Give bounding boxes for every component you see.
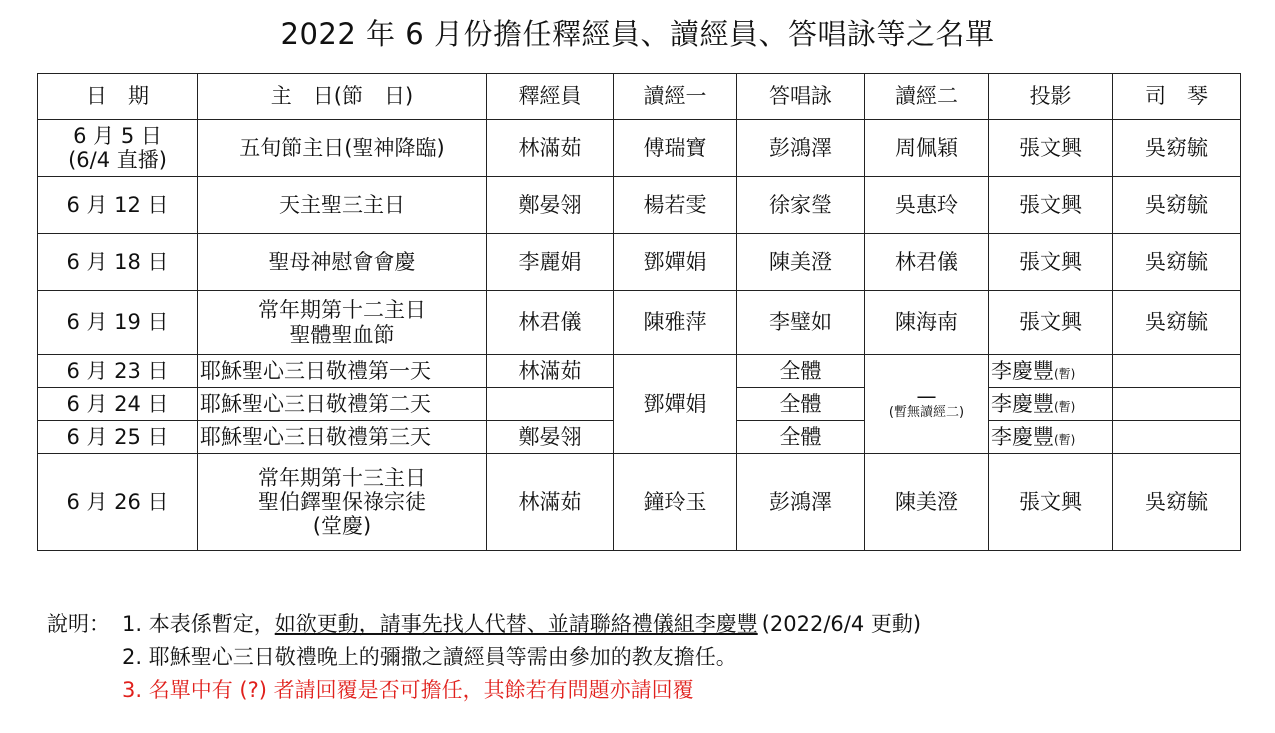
- tentative-tag: (暫): [1054, 366, 1076, 381]
- reader1-cell: 傅瑞寶: [614, 120, 737, 177]
- psalm-cell: 彭鴻澤: [737, 120, 865, 177]
- header-organist: 司 琴: [1113, 74, 1241, 120]
- commentator-cell: 林滿茹: [487, 120, 614, 177]
- header-projection: 投影: [989, 74, 1113, 120]
- projection-cell: 張文興: [989, 454, 1113, 551]
- feast-cell: 五旬節主日(聖神降臨): [198, 120, 487, 177]
- header-date: 日 期: [38, 74, 198, 120]
- note-3: 3. 名單中有 (?) 者請回覆是否可擔任，其餘若有問題亦請回覆: [122, 678, 694, 702]
- projection-cell: 張文興: [989, 120, 1113, 177]
- organist-cell: 吳窈毓: [1113, 120, 1241, 177]
- feast-line: 聖伯鐸聖保祿宗徒: [258, 489, 426, 514]
- reader2-cell: 陳海南: [865, 291, 989, 355]
- organist-cell: 吳窈毓: [1113, 291, 1241, 355]
- table-row: [38, 454, 1241, 551]
- dash-mark: —: [916, 384, 937, 408]
- table-row: [38, 355, 1241, 388]
- projection-name: 李慶豐: [991, 391, 1054, 416]
- commentator-cell: [487, 388, 614, 421]
- projection-name: 李慶豐: [991, 358, 1054, 383]
- commentator-cell: 鄭晏翎: [487, 177, 614, 234]
- feast-line: 聖體聖血節: [289, 322, 395, 347]
- feast-cell: 聖母神慰會會慶: [198, 234, 487, 291]
- commentator-cell: 李麗娟: [487, 234, 614, 291]
- psalm-cell: 彭鴻澤: [737, 454, 865, 551]
- organist-cell: 吳窈毓: [1113, 177, 1241, 234]
- table-row: [38, 291, 1241, 355]
- tentative-tag: (暫): [1054, 399, 1076, 414]
- reader1-cell: 鄧嬋娟: [614, 234, 737, 291]
- tentative-tag: (暫): [1054, 432, 1076, 447]
- feast-cell: 天主聖三主日: [198, 177, 487, 234]
- note-2: 2. 耶穌聖心三日敬禮晚上的彌撒之讀經員等需由參加的教友擔任。: [122, 645, 737, 669]
- projection-cell: [989, 355, 1113, 388]
- roster-table: [37, 73, 1241, 551]
- feast-cell: [198, 291, 487, 355]
- psalm-cell: 全體: [737, 388, 865, 421]
- notes-section: [47, 608, 1247, 707]
- date-cell: [38, 120, 198, 177]
- reader2-cell: 周佩穎: [865, 120, 989, 177]
- header-commentator: 釋經員: [487, 74, 614, 120]
- feast-line: 常年期第十三主日: [258, 465, 426, 490]
- projection-cell: [989, 388, 1113, 421]
- psalm-cell: 李璧如: [737, 291, 865, 355]
- feast-cell: 耶穌聖心三日敬禮第一天: [198, 355, 487, 388]
- reader1-cell: 鐘玲玉: [614, 454, 737, 551]
- page-title: 2022 年 6 月份擔任釋經員、讀經員、答唱詠等之名單: [280, 17, 995, 51]
- projection-cell: 張文興: [989, 234, 1113, 291]
- organist-cell: [1113, 388, 1241, 421]
- table-row: [38, 234, 1241, 291]
- organist-cell: [1113, 421, 1241, 454]
- date-cell: 6 月 12 日: [38, 177, 198, 234]
- projection-cell: 張文興: [989, 291, 1113, 355]
- date-cell: 6 月 18 日: [38, 234, 198, 291]
- psalm-cell: 全體: [737, 355, 865, 388]
- commentator-cell: 林滿茹: [487, 355, 614, 388]
- note-1-underlined: 如欲更動，請事先找人代替、並請聯絡禮儀組李慶豐: [274, 612, 758, 636]
- no-reader2-note: (暫無讀經二): [888, 405, 965, 420]
- note-1-prefix: 1. 本表係暫定，: [122, 612, 275, 636]
- projection-name: 李慶豐: [991, 424, 1054, 449]
- notes-label: 說明：: [47, 612, 110, 636]
- psalm-cell: 陳美澄: [737, 234, 865, 291]
- feast-cell: [198, 454, 487, 551]
- date-cell: 6 月 25 日: [38, 421, 198, 454]
- reader2-cell: 吳惠玲: [865, 177, 989, 234]
- organist-cell: [1113, 355, 1241, 388]
- feast-line: (堂慶): [312, 514, 372, 539]
- header-feast: 主 日(節 日): [198, 74, 487, 120]
- reader2-cell: 陳美澄: [865, 454, 989, 551]
- feast-cell: 耶穌聖心三日敬禮第三天: [198, 421, 487, 454]
- commentator-cell: 林君儀: [487, 291, 614, 355]
- reader2-cell: 林君儀: [865, 234, 989, 291]
- projection-cell: 張文興: [989, 177, 1113, 234]
- commentator-cell: 鄭晏翎: [487, 421, 614, 454]
- date-cell: 6 月 24 日: [38, 388, 198, 421]
- feast-line: 常年期第十二主日: [258, 298, 426, 323]
- organist-cell: 吳窈毓: [1113, 234, 1241, 291]
- header-reader1: 讀經一: [614, 74, 737, 120]
- header-psalm: 答唱詠: [737, 74, 865, 120]
- table-row: [38, 120, 1241, 177]
- header-reader2: 讀經二: [865, 74, 989, 120]
- reader2-merged-cell: [865, 355, 989, 454]
- psalm-cell: 徐家瑩: [737, 177, 865, 234]
- date-cell: 6 月 26 日: [38, 454, 198, 551]
- header-row: [38, 74, 1241, 120]
- date-note: (6/4 直播): [68, 148, 167, 172]
- feast-cell: 耶穌聖心三日敬禮第二天: [198, 388, 487, 421]
- organist-cell: 吳窈毓: [1113, 454, 1241, 551]
- psalm-cell: 全體: [737, 421, 865, 454]
- table-row: [38, 177, 1241, 234]
- reader1-cell: 楊若雯: [614, 177, 737, 234]
- commentator-cell: 林滿茹: [487, 454, 614, 551]
- date-cell: 6 月 23 日: [38, 355, 198, 388]
- date-cell: 6 月 19 日: [38, 291, 198, 355]
- reader1-cell: 陳雅萍: [614, 291, 737, 355]
- projection-cell: [989, 421, 1113, 454]
- note-1: [47, 608, 1247, 641]
- reader1-merged-cell: 鄧嬋娟: [614, 355, 737, 454]
- date-line: 6 月 5 日: [73, 123, 162, 148]
- note-1-suffix: (2022/6/4 更動): [761, 612, 922, 636]
